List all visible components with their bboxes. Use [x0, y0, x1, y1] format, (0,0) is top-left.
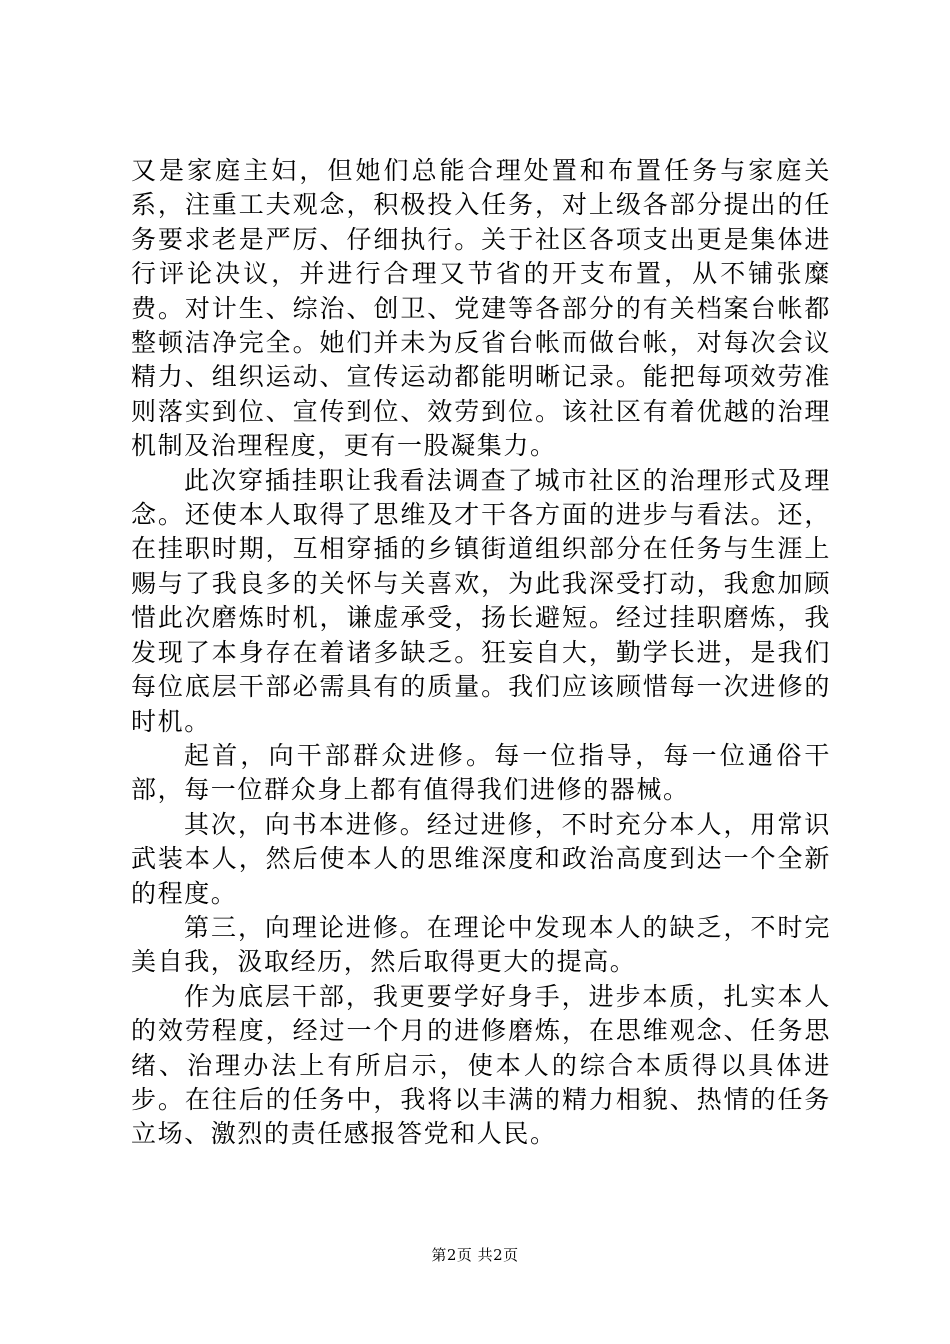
paragraph-3: 起首，向干部群众进修。每一位指导，每一位通俗干部，每一位群众身上都有值得我们进修的器械。: [131, 740, 831, 805]
paragraph-6: 作为底层干部，我更要学好身手，进步本质，扎实本人的效劳程度，经过一个月的进修磨炼，在思维观念、任务思绪、治理办法上有所启示，使本人的综合本质得以具体进步。在往后的任务中，我将以丰满的精力相貌、热情的任务立场、激烈的责任感报答党和人民。: [131, 981, 831, 1149]
document-body: [131, 154, 831, 1152]
page-number-footer: 第2页 共2页: [431, 1246, 519, 1264]
paragraph-4: 其次，向书本进修。经过进修，不时充分本人，用常识武装本人，然后使本人的思维深度和政治高度到达一个全新的程度。: [131, 809, 831, 908]
paragraph-1: 又是家庭主妇，但她们总能合理处置和布置任务与家庭关系，注重工夫观念，积极投入任务，对上级各部分提出的任务要求老是严厉、仔细执行。关于社区各项支出更是集体进行评论决议，并进行合理又节省的开支布置，从不铺张糜费。对计生、综治、创卫、党建等各部分的有关档案台帐都整顿洁净完全。她们并未为反省台帐而做台帐，对每次会议精力、组织运动、宣传运动都能明晰记录。能把每项效劳准则落实到位、宣传到位、效劳到位。该社区有着优越的治理机制及治理程度，更有一股凝集力。: [131, 156, 831, 461]
paragraph-5: 第三，向理论进修。在理论中发现本人的缺乏，不时完美自我，汲取经历，然后取得更大的提高。: [131, 912, 831, 977]
paragraph-2: 此次穿插挂职让我看法调查了城市社区的治理形式及理念。还使本人取得了思维及才干各方面的进步与看法。还，在挂职时期，互相穿插的乡镇街道组织部分在任务与生涯上赐与了我良多的关怀与关喜欢，为此我深受打动，我愈加顾惜此次磨炼时机，谦虚承受，扬长避短。经过挂职磨炼，我发现了本身存在着诸多缺乏。狂妄自大，勤学长进，是我们每位底层干部必需具有的质量。我们应该顾惜每一次进修的时机。: [131, 465, 831, 736]
